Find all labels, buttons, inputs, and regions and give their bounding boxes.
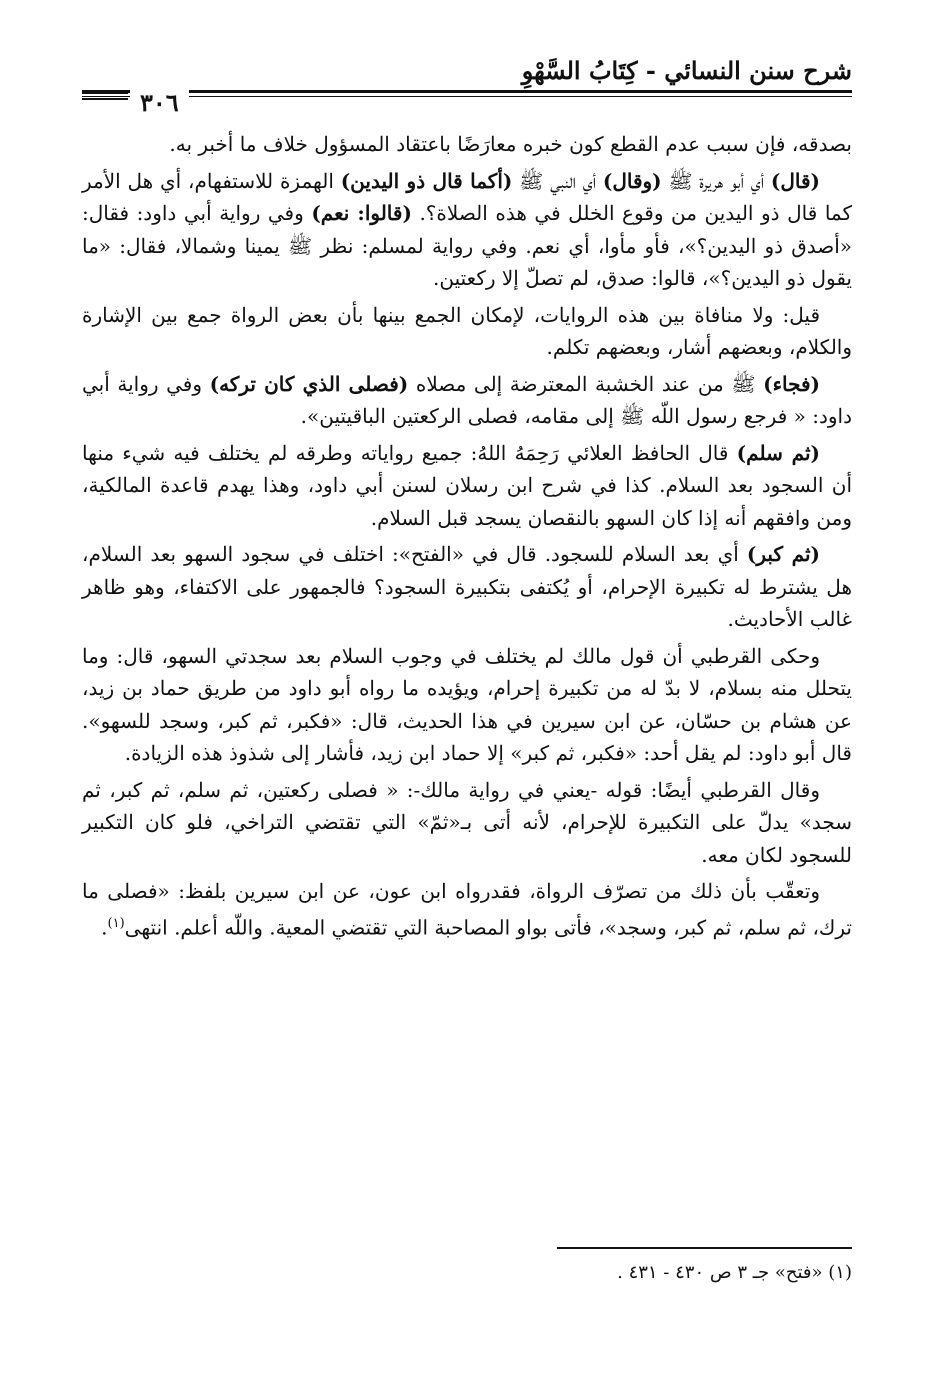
running-title: شرح سنن النسائي - كِتَابُ السَّهْوِ bbox=[521, 56, 852, 85]
header-rule-thin bbox=[82, 96, 852, 97]
quoted-phrase: (أكما قال ذو اليدين) bbox=[340, 168, 513, 193]
page-number-bar bbox=[82, 92, 128, 94]
paragraph bbox=[82, 128, 852, 161]
text-run: أي أبو هريرة ﷺ bbox=[661, 168, 771, 193]
footnote-separator bbox=[557, 1247, 852, 1249]
footnote-marker: (١) bbox=[107, 915, 125, 931]
text-run: وفي رواية أبي داود: « فرجع رسول اللّه ﷺ إلى مقامه، فصلى الركعتين الباقيتين». bbox=[82, 371, 852, 428]
main-text bbox=[82, 128, 852, 948]
text-run: أي النبي ﷺ bbox=[512, 168, 603, 193]
text-run: وحكى القرطبي أن قول مالك لم يختلف في وجوب السلام بعد سجدتي السهو، قال: وما يتحلل منه بسلام، لا بدّ له من تكبيرة إحرام، ويؤيده ما رواه أبو داود من طريق حماد بن زيد، عن هشام بن حسّان، عن ابن سيرين في هذا الحديث، قال: «فكبر، ثم كبر، وسجد للسهو». قال أبو داود: لم يقل أحد: «فكبر، ثم كبر» إلا حماد ابن زيد، فأشار إلى شذوذ هذه الزيادة. bbox=[82, 643, 852, 765]
text-run: أي بعد السلام للسجود. قال في «الفتح»: اختلف في سجود السهو بعد السلام، هل يشترط له تكبيرة الإحرام، أو يُكتفى بتكبيرة السجود؟ فالجمهور على الاكتفاء، وهو ظاهر غالب الأحاديث. bbox=[82, 542, 852, 631]
paragraph bbox=[82, 538, 852, 636]
text-run: وتعقّب بأن ذلك من تصرّف الرواة، فقدرواه ابن عون، عن ابن سيرين بلفظ: «فصلى ما ترك، ثم سلم، ثم كبر، وسجد»، فأتى بواو المصاحبة التي تقتضي المعية. واللّه أعلم. انتهى bbox=[82, 879, 852, 940]
text-run: الهمزة للاستفهام، أي هل الأمر كما قال ذو اليدين من وقوع الخلل في هذه الصلاة؟. bbox=[82, 168, 853, 225]
text-run: وفي رواية أبي داود: فقال: «أصدق ذو اليدين؟»، فأو مأوا، أي نعم. وفي رواية لمسلم: نظر ﷺ يمينا وشمالا، فقال: «ما يقول ذو اليدين؟»، قالوا: صدق، لم تصلّ إلا ركعتين. bbox=[82, 201, 852, 290]
page-header bbox=[82, 40, 852, 117]
quoted-phrase: (فصلى الذي كان تركه) bbox=[209, 371, 409, 396]
quoted-phrase: (وقال) bbox=[602, 168, 662, 193]
paragraph bbox=[82, 774, 852, 872]
footnote: (١) «فتح» جـ ٣ ص ٤٣٠ - ٤٣١ . bbox=[617, 1262, 852, 1283]
paragraph bbox=[82, 299, 852, 364]
page-number-bar bbox=[82, 98, 128, 100]
quoted-phrase: (ثم سلم) bbox=[736, 440, 820, 465]
paragraph bbox=[82, 640, 852, 770]
quoted-phrase: (قال) bbox=[770, 168, 821, 193]
quoted-phrase: (فجاء) bbox=[763, 371, 821, 396]
text-run: بصدقه، فإن سبب عدم القطع كون خبره معارَضًا باعتقاد المسؤول خلاف ما أخبر به. bbox=[169, 132, 852, 156]
quoted-phrase: (ثم كبر) bbox=[746, 542, 821, 566]
text-run: ﷺ من عند الخشبة المعترضة إلى مصلاه bbox=[408, 371, 764, 396]
quoted-phrase: (قالوا: نعم) bbox=[311, 201, 412, 225]
header-rule bbox=[82, 90, 852, 93]
text-run: . bbox=[101, 915, 108, 940]
text-run: وقال القرطبي أيضًا: قوله -يعني في رواية مالك-: « فصلى ركعتين، ثم سلم، ثم كبر، ثم سجد» يدلّ على التكبيرة للإحرام، لأنه أتى بـ«ثمّ» التي تقتضي التراخي، فلو كان التكبير للسجود لكان معه. bbox=[82, 777, 852, 867]
page-number: ٣٠٦ bbox=[130, 88, 189, 117]
text-run: قال الحافظ العلائي رَحِمَهُ اللهُ: جميع رواياته وطرقه لم يختلف فيه شيء منها أن السجود بعد السلام. كذا في شرح ابن رسلان لسنن أبي داود، وهذا يهدم قاعدة المالكية، ومن وافقهم أنه إذا كان السهو بالنقصان يسجد قبل السلام. bbox=[82, 440, 852, 530]
text-run: قيل: ولا منافاة بين هذه الروايات، لإمكان الجمع بينها بأن بعض الرواة جمع بين الإشارة والكلام، وبعضهم أشار، وبعضهم تكلم. bbox=[82, 302, 852, 359]
paragraph bbox=[82, 368, 852, 433]
paragraph bbox=[82, 875, 852, 944]
paragraph bbox=[82, 165, 852, 295]
paragraph bbox=[82, 437, 852, 535]
